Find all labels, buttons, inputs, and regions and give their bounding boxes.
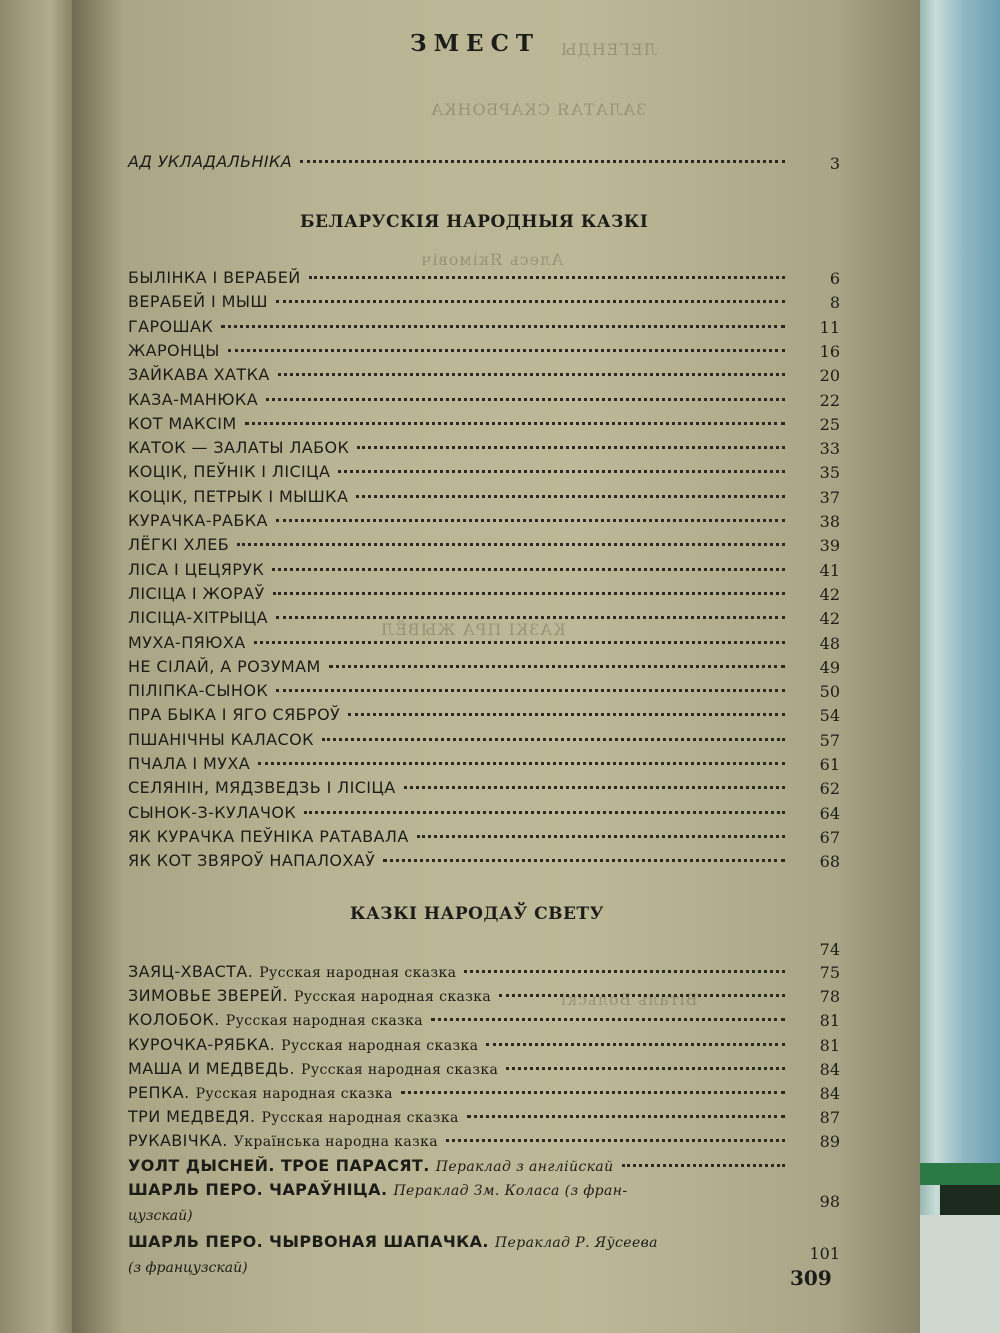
toc-entry — [128, 1180, 793, 1199]
toc-page-number: 35 — [819, 463, 840, 483]
bleed-through-text: КАЗКІ ПРА ЖЫВЁЛ — [380, 620, 566, 639]
toc-page-number: 16 — [819, 341, 840, 361]
toc-entry — [128, 633, 793, 652]
toc-page-number: 64 — [819, 803, 840, 823]
toc-entry-continuation: цузскай) — [128, 1207, 193, 1224]
toc-entry-title: ЛІСІЦА І ЖОРАЎ — [128, 583, 265, 603]
toc-entry-title: УОЛТ ДЫСНЕЙ. ТРОЕ ПАРАСЯТ. — [128, 1155, 430, 1175]
toc-entry-subtitle: Русская народная сказка — [259, 965, 457, 981]
toc-page-number: 78 — [819, 987, 840, 1007]
toc-entry-title: ЖАРОНЦЫ — [128, 340, 220, 360]
toc-page-number: 89 — [819, 1132, 840, 1152]
toc-entry — [128, 1010, 793, 1029]
dot-leader — [258, 761, 785, 765]
toc-entry-title: ВЕРАБЕЙ І МЫШ — [128, 292, 268, 312]
toc-page-number: 62 — [819, 779, 840, 799]
toc-entry — [128, 535, 793, 554]
toc-entry — [128, 487, 793, 506]
toc-entry — [128, 827, 793, 846]
dot-leader — [338, 469, 785, 473]
toc-entry-subtitle: Українська народна казка — [233, 1134, 439, 1151]
facing-page-edge — [0, 0, 72, 1333]
dot-leader — [237, 542, 785, 546]
toc-page-number: 98 — [819, 1191, 840, 1211]
toc-entry — [128, 681, 793, 700]
toc-entry-title: МАША И МЕДВЕДЬ. — [128, 1058, 296, 1078]
toc-page-number: 67 — [819, 827, 840, 847]
toc-entry — [128, 986, 793, 1005]
toc-entry — [128, 1059, 793, 1078]
section-heading: БЕЛАРУСКІЯ НАРОДНЫЯ КАЗКІ — [300, 212, 649, 232]
toc-entry — [128, 608, 793, 627]
page-title: ЗМЕСТ — [410, 30, 540, 57]
toc-entry — [128, 365, 793, 384]
dot-leader — [276, 688, 785, 692]
toc-entry-title: СЫНОК-З-КУЛАЧОК — [128, 802, 297, 822]
toc-entry-title: КАЗА-МАНЮКА — [128, 389, 259, 409]
toc-entry — [128, 560, 793, 579]
toc-entry-title: ЛІСІЦА-ХІТРЫЦА — [128, 608, 268, 628]
toc-entry-title: ПРА БЫКА І ЯГО СЯБРОЎ — [128, 705, 341, 725]
toc-entry — [128, 462, 793, 481]
toc-entry — [128, 705, 793, 724]
toc-entry-subtitle: Пераклад Зм. Коласа (з фран- — [393, 1182, 628, 1199]
toc-page-number: 3 — [829, 154, 840, 173]
toc-page-number: 48 — [819, 633, 840, 653]
toc-entry-title: БЫЛІНКА І ВЕРАБЕЙ — [128, 268, 301, 287]
toc-entry-subtitle: Русская народная сказка — [195, 1086, 393, 1102]
toc-entry-title: МУХА-ПЯЮХА — [128, 632, 246, 652]
toc-entry-title: ЛЁГКІ ХЛЕБ — [128, 535, 230, 555]
toc-entry-subtitle: Русская народная сказка — [281, 1037, 479, 1054]
dot-leader — [221, 324, 785, 328]
toc-page-number: 33 — [819, 439, 840, 459]
toc-entry-title: ШАРЛЬ ПЕРО. ЧАРАЎНІЦА. — [128, 1179, 388, 1199]
dot-leader — [278, 372, 785, 376]
toc-page-number: 54 — [819, 706, 840, 726]
dot-leader — [506, 1066, 785, 1070]
toc-entry-title: ПІЛІПКА-СЫНОК — [128, 681, 269, 701]
toc-entry-subtitle: Русская народная сказка — [261, 1110, 459, 1127]
toc-entry-continuation: (з французскай) — [128, 1259, 248, 1276]
toc-entry — [128, 341, 793, 360]
page-folio: 309 — [790, 1266, 832, 1290]
toc-entry-title: ПШАНІЧНЫ КАЛАСОК — [128, 729, 314, 749]
dot-leader — [467, 1114, 785, 1118]
toc-entry — [128, 778, 793, 797]
toc-page-number: 61 — [819, 755, 840, 774]
dot-leader — [300, 159, 785, 163]
toc-page-number: 81 — [819, 1011, 840, 1031]
toc-entry-title: ЛІСА І ЦЕЦЯРУК — [128, 559, 265, 579]
toc-page-number: 42 — [819, 584, 840, 604]
bleed-through-text: Алесь Якімовіч — [420, 250, 564, 269]
toc-entry — [128, 317, 793, 336]
toc-entry — [128, 1035, 793, 1054]
cover-stripe-green — [920, 1163, 1000, 1185]
toc-entry-title: ГАРОШАК — [128, 316, 214, 336]
toc-page-number: 41 — [819, 560, 840, 580]
toc-entry — [128, 851, 793, 870]
dot-leader — [356, 494, 785, 498]
toc-entry — [128, 1131, 793, 1150]
toc-page-number: 39 — [819, 536, 840, 556]
toc-entry-title: АД УКЛАДАЛЬНІКА — [128, 152, 293, 171]
dot-leader — [276, 299, 785, 303]
toc-entry — [128, 1107, 793, 1126]
toc-entry — [128, 438, 793, 457]
toc-entry-title: ЯК КОТ ЗВЯРОЎ НАПАЛОХАЎ — [128, 851, 376, 871]
dot-leader — [622, 1163, 785, 1167]
dot-leader — [245, 421, 785, 425]
dot-leader — [272, 567, 785, 571]
toc-entry-title: ШАРЛЬ ПЕРО. ЧЫРВОНАЯ ШАПАЧКА. — [128, 1231, 489, 1251]
dot-leader — [446, 1138, 785, 1142]
toc-page-number: 75 — [819, 963, 840, 982]
toc-entry-title: СЕЛЯНІН, МЯДЗВЕДЗЬ І ЛІСІЦА — [128, 778, 396, 798]
toc-page-number: 42 — [819, 609, 840, 629]
dot-leader — [304, 810, 785, 814]
toc-entry — [128, 390, 793, 409]
toc-entry-title: КОЦІК, ПЕТРЫК І МЫШКА — [128, 486, 349, 506]
dot-leader — [401, 1090, 785, 1094]
dot-leader — [348, 712, 785, 716]
toc-page-number: 25 — [819, 414, 840, 434]
toc-entry-subtitle: Русская народная сказка — [225, 1013, 424, 1030]
toc-page-number: 81 — [819, 1035, 840, 1055]
toc-entry-title: ЗИМОВЬЕ ЗВЕРЕЙ. — [128, 986, 288, 1006]
dot-leader — [273, 591, 785, 595]
toc-entry-subtitle: Пераклад з англійскай — [435, 1158, 614, 1175]
toc-entry — [128, 730, 793, 749]
toc-page-number: 11 — [819, 317, 840, 337]
toc-entry-title: КУРАЧКА-РАБКА — [128, 511, 268, 530]
toc-entry — [128, 584, 793, 603]
toc-entry-intro — [128, 152, 793, 171]
toc-entry — [128, 511, 793, 530]
toc-page-number: 20 — [819, 366, 840, 386]
toc-entry-title: ПЧАЛА І МУХА — [128, 754, 251, 773]
toc-page-number: 87 — [819, 1108, 840, 1128]
cover-stripe-dark — [940, 1185, 1000, 1215]
dot-leader — [357, 445, 785, 449]
toc-page-number: 74 — [819, 940, 840, 959]
toc-entry — [128, 754, 793, 773]
toc-entry — [128, 268, 793, 287]
toc-entry — [128, 1232, 793, 1251]
toc-entry-title: НЕ СІЛАЙ, А РОЗУМАМ — [128, 656, 321, 676]
dot-leader — [486, 1042, 785, 1046]
toc-page-number: 37 — [819, 487, 840, 507]
toc-entry — [128, 292, 793, 311]
dot-leader — [383, 858, 785, 862]
toc-entry-subtitle: Пераклад Р. Яўсеева — [494, 1234, 658, 1251]
dot-leader — [431, 1017, 785, 1021]
toc-entry-title: КОЛОБОК. — [128, 1010, 220, 1030]
toc-entry-subtitle: Русская народная сказка — [293, 989, 492, 1006]
toc-entry-title: РЕПКА. — [128, 1083, 190, 1102]
toc-entry — [128, 414, 793, 433]
dot-leader — [266, 397, 785, 401]
bleed-through-text: ЗАЛАТАЯ СКАРБОНКА — [430, 100, 647, 119]
toc-page-number: 49 — [819, 657, 840, 677]
toc-entry — [128, 962, 793, 981]
toc-entry-title: КАТОК — ЗАЛАТЫ ЛАБОК — [128, 438, 350, 458]
dot-leader — [404, 785, 785, 789]
book-cover-edge — [920, 0, 1000, 1333]
dot-leader — [464, 969, 785, 973]
toc-entry-title: ЗАЯЦ-ХВАСТА. — [128, 962, 254, 981]
toc-entry-subtitle: Русская народная сказка — [301, 1061, 499, 1078]
toc-entry — [128, 1156, 793, 1175]
toc-entry — [128, 1083, 793, 1102]
dot-leader — [329, 664, 785, 668]
toc-entry-title: РУКАВІЧКА. — [128, 1131, 228, 1151]
toc-entry-title: КОТ МАКСІМ — [128, 413, 237, 433]
section-heading: КАЗКІ НАРОДАЎ СВЕТУ — [350, 904, 604, 924]
toc-entry-title: КУРОЧКА-РЯБКА. — [128, 1034, 276, 1054]
toc-page-number: 68 — [819, 852, 840, 872]
toc-page-number: 101 — [809, 1243, 840, 1263]
bleed-through-text: Віталь Вольскі — [560, 990, 698, 1009]
dot-leader — [322, 737, 785, 741]
toc-entry — [128, 803, 793, 822]
toc-page-number: 22 — [819, 390, 840, 410]
dot-leader — [254, 640, 785, 644]
bleed-through-text: ЛЕГЕНДЫ — [560, 40, 658, 59]
toc-entry — [128, 657, 793, 676]
toc-page-number: 38 — [819, 512, 840, 531]
dot-leader — [309, 275, 785, 279]
dot-leader — [276, 615, 785, 619]
toc-page-number: 6 — [829, 269, 840, 288]
cover-stripe-light — [920, 1215, 1000, 1333]
dot-leader — [499, 993, 785, 997]
toc-page-number: 84 — [819, 1059, 840, 1079]
toc-entry-title: ЗАЙКАВА ХАТКА — [128, 365, 270, 385]
toc-entry-title: ТРИ МЕДВЕДЯ. — [128, 1107, 256, 1127]
toc-page-number: 50 — [819, 682, 840, 702]
toc-page-number: 57 — [819, 730, 840, 750]
toc-page-number: 8 — [829, 293, 840, 313]
dot-leader — [276, 518, 785, 522]
toc-entry-title: КОЦІК, ПЕЎНІК І ЛІСІЦА — [128, 462, 331, 482]
toc-page-number: 84 — [819, 1084, 840, 1103]
dot-leader — [417, 834, 785, 838]
toc-entry-title: ЯК КУРАЧКА ПЕЎНІКА РАТАВАЛА — [128, 826, 409, 846]
dot-leader — [228, 348, 785, 352]
